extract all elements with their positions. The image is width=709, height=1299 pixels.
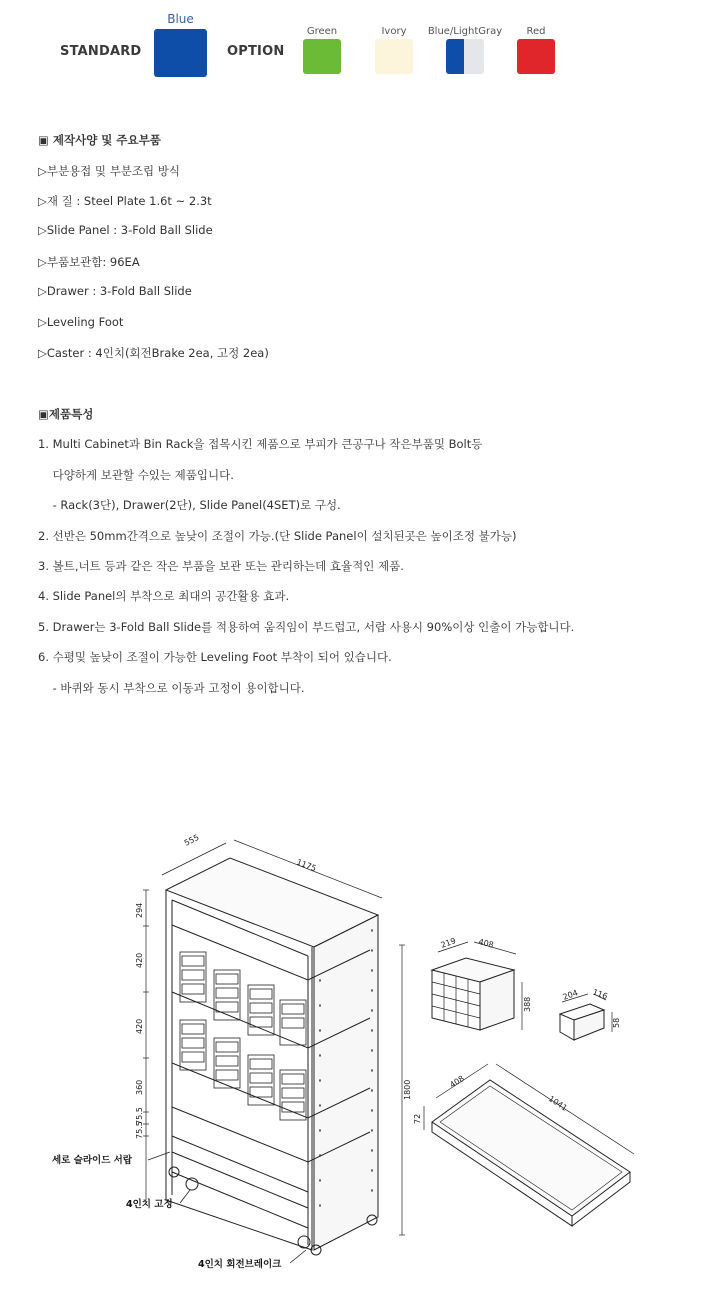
features-heading: ▣제품특성 <box>38 407 94 421</box>
dim-h6: 75.5 <box>135 1121 144 1139</box>
option-swatch-red <box>517 39 555 74</box>
dim-small-d: 116 <box>591 987 609 1002</box>
option-label: OPTION <box>227 44 285 59</box>
dim-tray-w: 1041 <box>546 1094 569 1113</box>
feature-line: 3. 볼트,너트 등과 같은 작은 부품을 보관 또는 관리하는데 효율적인 제품. <box>38 559 404 573</box>
feature-line: 1. Multi Cabinet과 Bin Rack을 접목시킨 제품으로 부피가 큰공구나 작은부품및 Bolt등 <box>38 437 483 451</box>
dim-width: 1175 <box>295 857 318 874</box>
feature-line: - Rack(3단), Drawer(2단), Slide Panel(4SET)로 구성. <box>38 498 341 512</box>
dim-h5: 75.5 <box>135 1107 144 1125</box>
option-swatch-green <box>303 39 341 74</box>
small-bin <box>560 994 612 1040</box>
dim-small-w: 204 <box>561 988 580 1002</box>
cabinet-body <box>166 858 378 1255</box>
spec-item: ▷부분용접 및 부분조립 방식 <box>38 164 181 178</box>
technical-drawing <box>0 780 709 1299</box>
dim-bin-h: 388 <box>523 996 532 1012</box>
cabinet-drawing-svg <box>0 780 709 1299</box>
dim-h3: 420 <box>135 1018 144 1034</box>
spec-heading: ▣ 제작사양 및 주요부품 <box>38 133 161 147</box>
feature-line: - 바퀴와 동시 부착으로 이동과 고정이 용이합니다. <box>38 681 305 695</box>
standard-label: STANDARD <box>60 44 142 59</box>
dim-h2: 420 <box>135 952 144 968</box>
spec-item: ▷Caster : 4인치(회전Brake 2ea, 고정 2ea) <box>38 346 269 360</box>
dim-height: 1800 <box>403 1079 412 1100</box>
bin-rack-upper <box>180 952 306 1045</box>
spec-item: ▷Slide Panel : 3-Fold Ball Slide <box>38 223 213 237</box>
option-color-name-green: Green <box>306 26 338 37</box>
standard-color-name: Blue <box>167 12 194 26</box>
dim-bin-d: 408 <box>477 937 495 950</box>
option-color-name-ivory: Ivory <box>381 26 407 37</box>
dim-h4: 360 <box>135 1079 144 1095</box>
bin-rack-unit <box>432 942 522 1030</box>
feature-line: 다양하게 보관할 수있는 제품입니다. <box>38 468 234 482</box>
standard-color-swatch-blue <box>154 29 207 77</box>
dim-small-h: 58 <box>612 1017 621 1028</box>
dim-tray-d: 408 <box>448 1073 466 1090</box>
dim-h1: 294 <box>135 902 144 918</box>
option-color-name-blue-lightgray: Blue/LightGray <box>427 26 503 37</box>
feature-line: 2. 선반은 50mm간격으로 높낮이 조절이 가능.(단 Slide Panel이 설치된곳은 높이조정 불가능) <box>38 529 517 543</box>
spec-item: ▷Drawer : 3-Fold Ball Slide <box>38 284 192 298</box>
dim-depth: 555 <box>182 832 201 848</box>
option-color-name-red: Red <box>526 26 546 37</box>
option-swatch-ivory <box>375 39 413 74</box>
callout-fixed-caster: 4인치 고정 <box>126 1199 173 1210</box>
dim-bin-w: 219 <box>439 936 458 950</box>
bin-rack-lower <box>180 1020 306 1120</box>
slide-tray <box>424 1064 634 1226</box>
feature-line: 4. Slide Panel의 부착으로 최대의 공간활용 효과. <box>38 589 290 603</box>
feature-line: 6. 수평및 높낮이 조절이 가능한 Leveling Foot 부착이 되어 있습니다. <box>38 650 392 664</box>
callout-slide-drawer: 세로 슬라이드 서랍 <box>52 1155 133 1166</box>
spec-item: ▷재 질 : Steel Plate 1.6t ~ 2.3t <box>38 194 212 208</box>
spec-item: ▷Leveling Foot <box>38 315 124 329</box>
spec-item: ▷부품보관함: 96EA <box>38 255 140 269</box>
option-swatch-blue-lightgray <box>446 39 484 74</box>
callout-brake-caster: 4인치 회전브레이크 <box>198 1259 282 1270</box>
dim-tray-h: 72 <box>413 1113 422 1124</box>
feature-line: 5. Drawer는 3-Fold Ball Slide를 적용하여 움직임이 부드럽고, 서랍 사용시 90%이상 인출이 가능합니다. <box>38 620 575 634</box>
color-options-bar <box>0 0 709 90</box>
